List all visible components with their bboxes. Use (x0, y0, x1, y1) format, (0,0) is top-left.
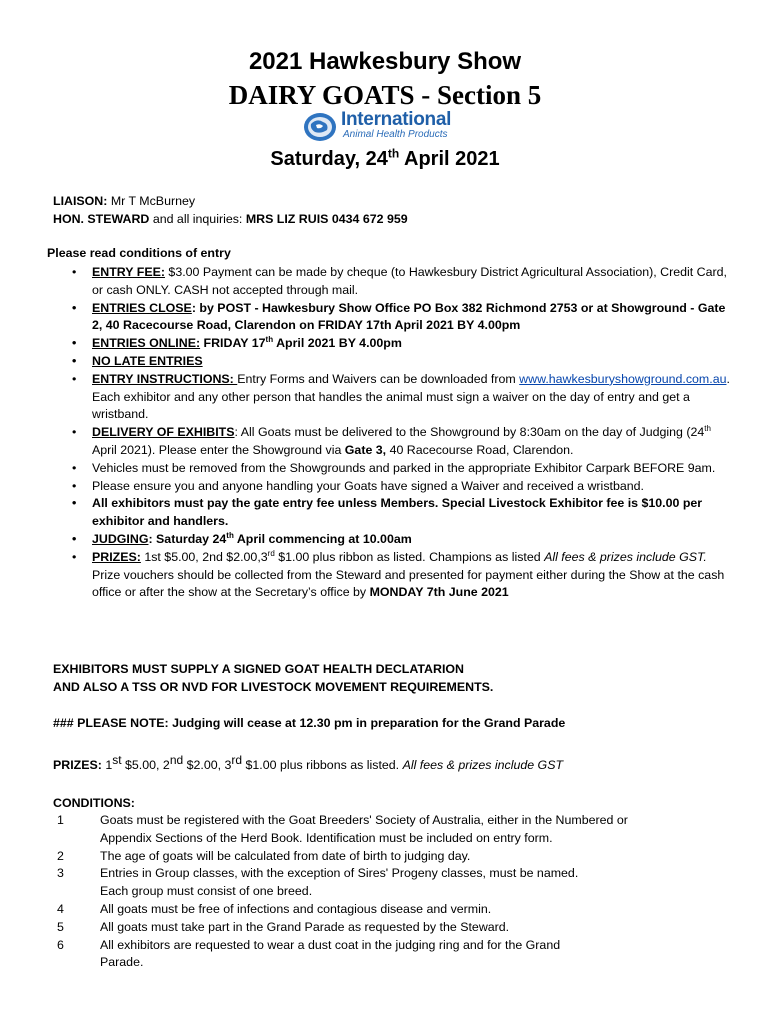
list-item: 1 Goats must be registered with the Goat Breeders' Society of Australia, either in the Numbered or Appendix Sections of the Herd Book. Identification must be included on entry form. (57, 813, 628, 845)
sponsor-name: International (341, 109, 452, 130)
list-item: • Vehicles must be removed from the Showgrounds and parked in the appropriate Exhibitor Carpark BEFORE 9am. (72, 460, 716, 475)
prizes-line: PRIZES: 1st $5.00, 2nd $2.00, 3rd $1.00 plus ribbons as listed. All fees & prizes include GST (53, 752, 564, 772)
conditions-heading: CONDITIONS: (53, 796, 135, 810)
section-title: DAIRY GOATS - Section 5 (228, 80, 542, 110)
list-item: • Please ensure you and anyone handling your Goats have signed a Waiver and received a wristband. (72, 478, 644, 493)
list-item: • DELIVERY OF EXHIBITS: All Goats must be delivered to the Showground by 8:30am on the day of Judging (24th April 2021). Please enter the Showground via Gate 3, 40 Racecourse Road, Clarendon. (72, 424, 711, 457)
conditions-intro: Please read conditions of entry (47, 246, 231, 260)
please-note: ### PLEASE NOTE: Judging will cease at 12.30 pm in preparation for the Grand Parade (53, 716, 566, 730)
health-notice-2: AND ALSO A TSS OR NVD FOR LIVESTOCK MOVEMENT REQUIREMENTS. (53, 680, 494, 694)
list-item: • ENTRIES CLOSE: by POST - Hawkesbury Show Office PO Box 382 Richmond 2753 or at Showground - Gate 2, 40 Racecourse Road, Clarendon on FRIDAY 17th April 2021 BY 4.00pm (72, 300, 726, 333)
sponsor-logo (303, 109, 473, 144)
show-title: 2021 Hawkesbury Show (248, 48, 522, 75)
list-item: • NO LATE ENTRIES (72, 353, 203, 368)
globe-icon (303, 112, 337, 142)
list-item: • All exhibitors must pay the gate entry fee unless Members. Special Livestock Exhibitor fee is $10.00 per exhibitor and handlers. (72, 496, 703, 529)
steward-line: HON. STEWARD and all inquiries: MRS LIZ RUIS 0434 672 959 (53, 212, 408, 226)
list-item: 4 All goats must be free of infections and contagious disease and vermin. (57, 901, 492, 916)
list-item: 6 All exhibitors are requested to wear a dust coat in the judging ring and for the Grand Parade. (57, 937, 561, 970)
showground-link[interactable]: www.hawkesburyshowground.com.au (519, 371, 727, 386)
list-item: 5 All goats must take part in the Grand Parade as requested by the Steward. (57, 919, 510, 934)
sponsor-subtitle: Animal Health Products (343, 129, 448, 140)
list-item: • ENTRY INSTRUCTIONS: Entry Forms and Waivers can be downloaded from www.hawkesburyshowground.com.au. Each exhibitor and any other person that handles the animal must sign a waiver on the day of entry and get a wristband. (72, 371, 730, 422)
liaison-line: LIAISON: Mr T McBurney (53, 194, 196, 208)
conditions-list (53, 812, 733, 972)
health-notice-1: EXHIBITORS MUST SUPPLY A SIGNED GOAT HEALTH DECLATARION (53, 662, 464, 676)
list-item: • ENTRY FEE: $3.00 Payment can be made by cheque (to Hawkesbury District Agricultural Association), Credit Card, or cash ONLY. CASH not accepted through mail. (72, 265, 727, 297)
list-item: 3 Entries in Group classes, with the exception of Sires' Progeny classes, must be named. Each group must consist of one breed. (57, 866, 579, 899)
show-date: Saturday, 24th April 2021 (270, 146, 500, 170)
list-item: • JUDGING: Saturday 24th April commencing at 10.00am (72, 530, 412, 546)
list-item: • PRIZES: 1st $5.00, 2nd $2.00,3rd $1.00 plus ribbon as listed. Champions as listed All fees & prizes include GST. Prize vouchers should be collected from the Steward and presented for payment either during the Show at the cash office or after the show at the Secretary’s office by MONDAY 7th June 2021 (72, 548, 725, 600)
list-item: • ENTRIES ONLINE: FRIDAY 17th April 2021 BY 4.00pm (72, 335, 402, 351)
list-item: 2 The age of goats will be calculated from date of birth to judging day. (57, 848, 471, 863)
entry-conditions-list (72, 264, 732, 602)
